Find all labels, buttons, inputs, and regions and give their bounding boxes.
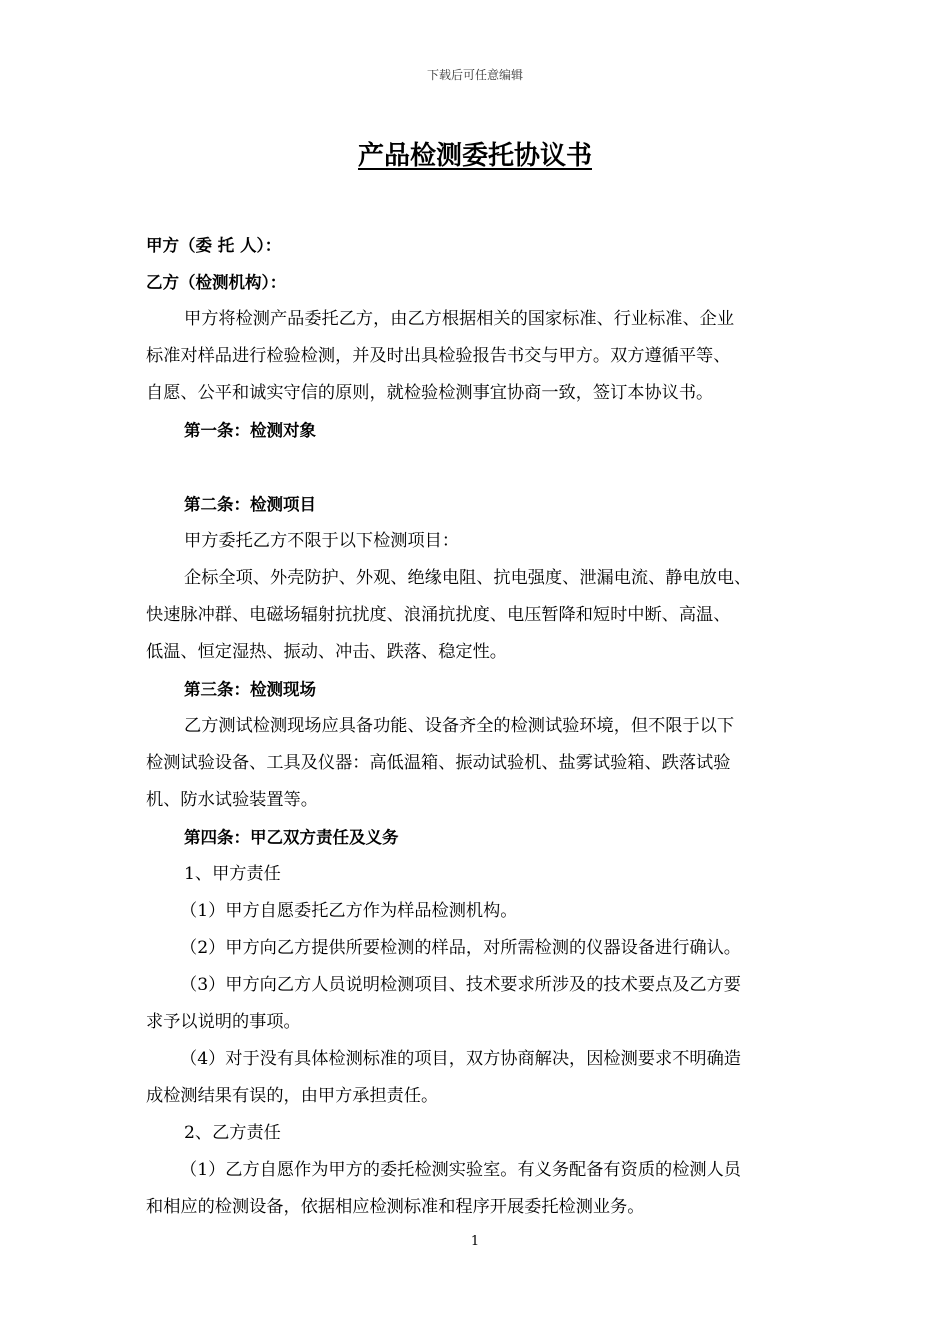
article-4-heading: 第四条：甲乙双方责任及义务 [184, 828, 399, 847]
party-b-clause-1: （1）乙方自愿作为甲方的委托检测实验室。有义务配备有资质的检测人员 [180, 1160, 741, 1180]
party-a-clause-4: （4）对于没有具体检测标准的项目，双方协商解决，因检测要求不明确造 [180, 1049, 741, 1069]
party-a-clause-3: （3）甲方向乙方人员说明检测项目、技术要求所涉及的技术要点及乙方要 [180, 975, 741, 995]
party-a-clause-4-cont: 成检测结果有误的，由甲方承担责任。 [146, 1086, 439, 1106]
document-title: 产品检测委托协议书 [357, 141, 592, 171]
party-b-label: 乙方（检测机构）： [146, 273, 287, 292]
intro-line: 自愿、公平和诚实守信的原则，就检验检测事宜协商一致，签订本协议书。 [146, 383, 714, 403]
party-a-label: 甲方（委 托 人）： [146, 236, 282, 255]
party-b-clause-1-cont: 和相应的检测设备，依据相应检测标准和程序开展委托检测业务。 [146, 1197, 645, 1217]
party-a-clause-2: （2）甲方向乙方提供所要检测的样品，对所需检测的仪器设备进行确认。 [180, 938, 741, 958]
blank-line [146, 449, 816, 486]
test-items-line: 低温、恒定湿热、振动、冲击、跌落、稳定性。 [146, 642, 507, 662]
party-b-responsibility-heading: 2、乙方责任 [184, 1123, 281, 1143]
party-a-responsibility-heading: 1、甲方责任 [184, 864, 281, 884]
page-number: 1 [470, 1234, 480, 1249]
article-3-line: 检测试验设备、工具及仪器：高低温箱、振动试验机、盐雾试验箱、跌落试验 [146, 753, 731, 773]
intro-line: 标准对样品进行检验检测，并及时出具检验报告书交与甲方。双方遵循平等、 [146, 346, 731, 366]
test-items-line: 快速脉冲群、电磁场辐射抗扰度、浪涌抗扰度、电压暂降和短时中断、高温、 [146, 605, 731, 625]
article-3-line: 乙方测试检测现场应具备功能、设备齐全的检测试验环境，但不限于以下 [184, 716, 735, 736]
article-2-heading: 第二条：检测项目 [184, 495, 316, 514]
header-note: 下载后可任意编辑 [426, 68, 523, 82]
article-3-heading: 第三条：检测现场 [184, 680, 316, 699]
article-3-line: 机、防水试验装置等。 [146, 790, 318, 810]
party-a-clause-1: （1）甲方自愿委托乙方作为样品检测机构。 [180, 901, 518, 921]
article-2-text: 甲方委托乙方不限于以下检测项目： [184, 531, 460, 551]
document-body [146, 227, 816, 1226]
intro-line: 甲方将检测产品委托乙方，由乙方根据相关的国家标准、行业标准、企业 [184, 309, 735, 329]
article-1-heading: 第一条：检测对象 [184, 421, 316, 440]
test-items-line: 企标全项、外壳防护、外观、绝缘电阻、抗电强度、泄漏电流、静电放电、 [184, 568, 752, 588]
party-a-clause-3-cont: 求予以说明的事项。 [146, 1012, 301, 1032]
